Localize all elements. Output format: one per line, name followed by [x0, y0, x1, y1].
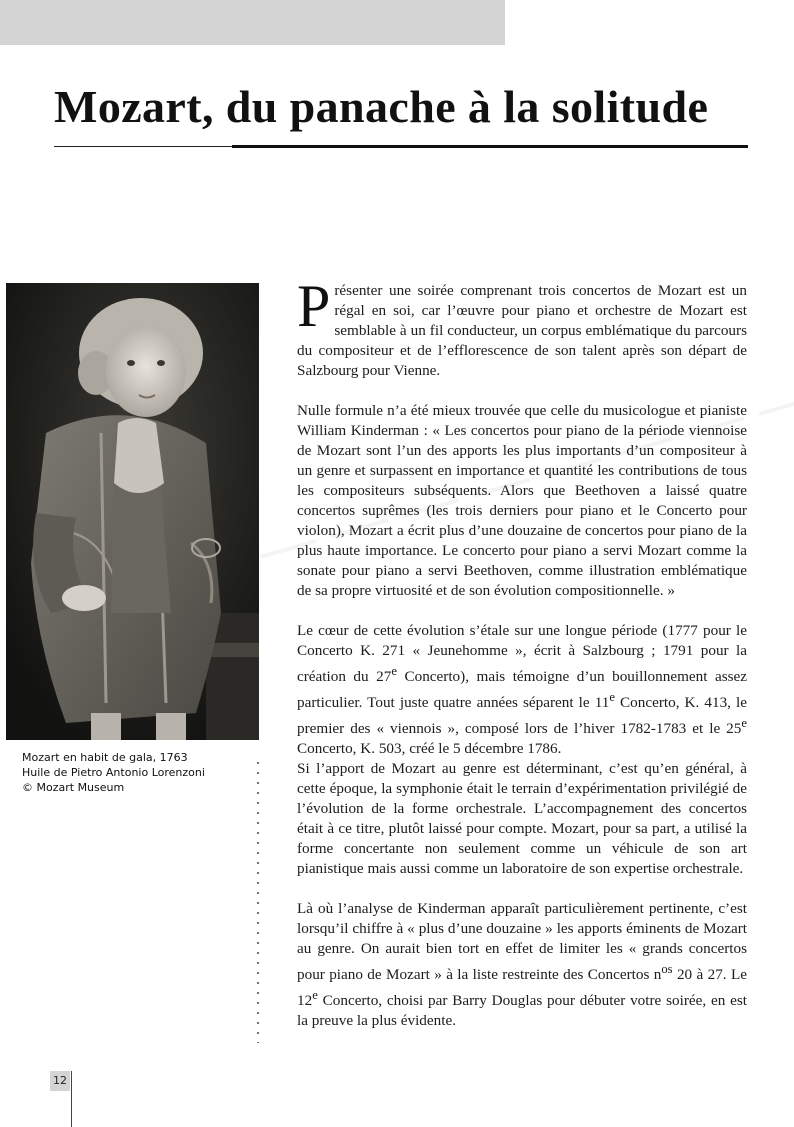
dotted-separator [257, 758, 259, 1043]
caption-artist: Huile de Pietro Antonio Lorenzoni [22, 766, 205, 779]
drop-cap: P [297, 273, 331, 339]
mozart-portrait-image [6, 283, 259, 740]
header-bar [0, 0, 505, 45]
caption-title: Mozart en habit de gala, 1763 [22, 751, 188, 764]
page-number-rule [71, 1071, 72, 1127]
article-body [297, 273, 747, 1051]
page-number: 12 [50, 1071, 70, 1091]
caption-credit: © Mozart Museum [22, 781, 125, 794]
image-caption [22, 750, 252, 795]
title-rule-thick [232, 145, 748, 148]
paragraph-intro [297, 273, 747, 381]
page-title: Mozart, du panache à la solitude [54, 81, 709, 132]
paragraph-text: résenter une soirée comprenant trois concertos de Mozart est un régal en soi, car l’œuvre pour piano et orchestre de Mozart est semblable à un fil conducteur, un corpus emblématique du parcours du compositeur et de l’efflorescence de son talent après son départ de Salzbourg pour Vienne. [297, 282, 747, 379]
paragraph-analysis: Là où l’analyse de Kinderman apparaît particulièrement pertinente, c’est lorsqu’il chiffre à « plus d’une douzaine » les apports éminents de Mozart au genre. On aurait bien tort en effet de limiter les « grands concertos pour piano de Mozart » à la liste restreinte des Concertos $n^{os}$ 20 à 27. Le 12e Concerto, choisi par Barry Douglas pour débuter votre soirée, en est la preuve la plus évidente. [297, 900, 747, 1030]
paragraph-orchestral: Si l’apport de Mozart au genre est déterminant, c’est qu’en général, à cette époque, la symphonie était le terrain d’expérimentation privilégié de l’évolution de la forme orchestrale. L’accompagnement des concertos était à ce titre, plutôt laissé pour compte. Mozart, pour sa part, a utilisé la forme concertante non seulement comme un véhicule de son art pianistique mais aussi comme un laboratoire de son expertise orchestrale. [297, 760, 747, 878]
paragraph-quote: Nulle formule n’a été mieux trouvée que celle du musicologue et pianiste William Kinderman : « Les concertos pour piano de la période viennoise de Mozart sont l’un des apports les plus importants d’un compositeur à un genre et surpassent en importance et quantité les contributions de tous les compositeurs subséquents. Alors que Beethoven a laissé quatre concertos suprêmes (les trois derniers pour piano et le Concerto pour violon), Mozart a écrit plus d’une douzaine de concertos pour piano de la plus haute importance. Le concerto pour piano a servi Mozart comme la sonate pour piano a servi Beethoven, comme illustration emblématique de sa propre virtuosité et de son évolution compositionnelle. » [297, 402, 747, 599]
paragraph-evolution: Le cœur de cette évolution s’étale sur une longue période (1777 pour le Concerto K. 271 « Jeunehomme », écrit à Salzbourg ; 1791 pour la création du 27e Concerto), mais témoigne d’un bouillonnement assez particulier. Tout juste quatre années séparent le 11e Concerto, K. 413, le premier des « viennois », composé lors de l’hiver 1782-1783 et le 25e Concerto, K. 503, créé le 5 décembre 1786. [297, 622, 747, 758]
